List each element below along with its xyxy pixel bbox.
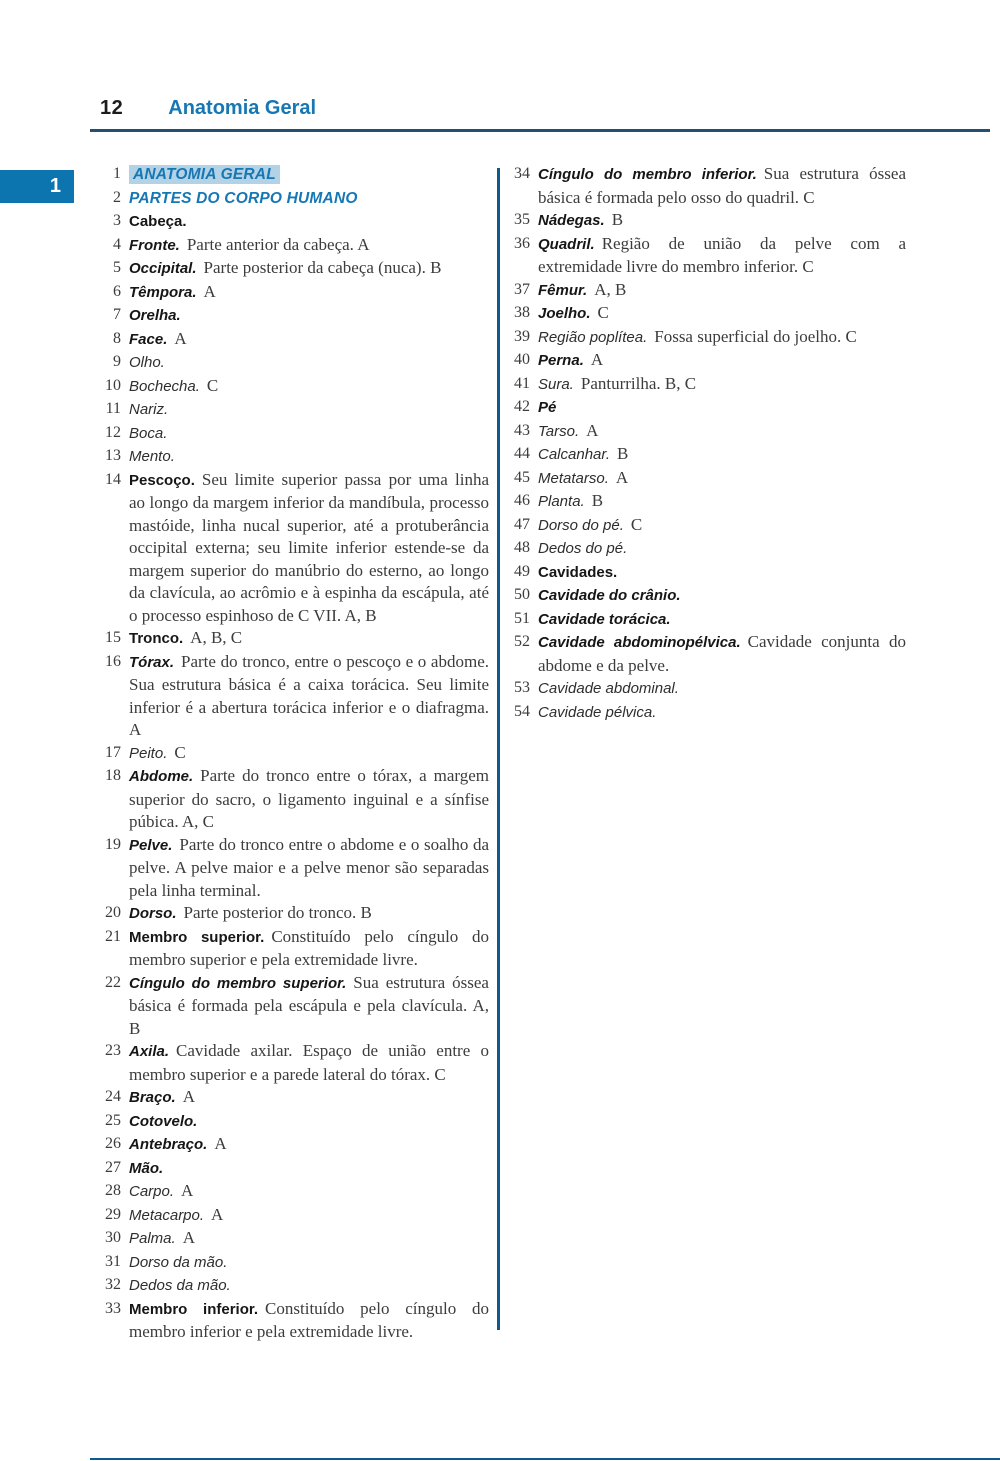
list-item [508,209,906,233]
list-item [508,373,906,397]
item-description: A [182,1228,195,1247]
item-body [129,1086,489,1110]
list-item [508,631,906,677]
item-number: 29 [105,1205,121,1223]
item-description: A [203,281,216,301]
item-body [538,608,906,632]
item-term: Dedos do pé. [538,540,628,557]
item-number: 27 [105,1158,121,1176]
item-number: 44 [514,445,530,462]
item-number: 28 [105,1182,121,1199]
item-body [538,584,906,608]
list-item [99,187,489,211]
item-body [129,351,489,375]
item-description: B [611,210,624,229]
item-description: Constituído pelo cíngulo do membro inferior e pela extremidade livre. [129,1298,489,1341]
item-term: Dorso da mão. [129,1253,228,1271]
list-item [99,627,489,651]
item-term: Cíngulo do membro inferior. [538,166,757,183]
item-term: Têmpora. [129,283,197,301]
list-item [508,279,906,303]
item-term: Antebraço. [129,1136,208,1153]
item-term: Occipital. [129,260,197,277]
item-description: Panturrilha. B, C [580,373,697,393]
entries-column-right [508,163,906,724]
item-body [538,373,906,397]
item-number: 54 [514,702,530,720]
item-number: 40 [514,351,530,368]
list-item [99,1298,489,1344]
item-term: Pescoço. [129,471,195,489]
item-body [129,375,489,399]
item-body [538,514,906,538]
item-body [538,631,906,677]
item-number: 25 [105,1111,121,1129]
item-term: ANATOMIA GERAL [129,165,280,184]
item-term: Face. [129,330,168,348]
item-body [129,742,489,766]
item-body [129,1110,489,1134]
item-body [538,677,906,701]
item-term: Cavidade abdominal. [538,680,679,697]
item-term: Cavidade do crânio. [538,587,681,604]
item-term: Sura. [538,375,574,393]
item-body [538,490,906,514]
footer-rule [90,1458,1000,1460]
item-number: 10 [105,376,121,394]
item-number: 51 [514,609,530,627]
item-body [129,765,489,834]
list-item [99,422,489,446]
item-number: 13 [105,447,121,464]
item-term: Planta. [538,493,585,510]
item-description: Sua estrutura óssea básica é formada pela escápula e pela clavícula. A, B [129,972,489,1038]
entries-column-left [99,163,489,1344]
item-term: PARTES DO CORPO HUMANO [129,189,358,207]
item-body [538,279,906,303]
list-item [99,765,489,834]
item-number: 43 [514,421,530,439]
item-body [129,1251,489,1275]
list-item [99,1180,489,1204]
item-description: A [182,1087,195,1106]
item-body [129,1298,489,1344]
item-number: 33 [105,1299,121,1317]
item-number: 46 [514,492,530,509]
item-term: Dorso. [129,905,177,922]
item-description: A [615,467,629,487]
list-item [99,445,489,469]
item-body [538,349,906,373]
list-item [508,163,906,209]
list-item [99,902,489,926]
item-body [129,1227,489,1251]
item-number: 35 [514,211,530,228]
item-description: B [591,491,604,510]
item-body [129,281,489,305]
item-description: A [174,328,187,348]
item-body [129,1040,489,1086]
item-body [129,445,489,469]
list-item [99,210,489,234]
item-number: 15 [105,629,121,646]
list-item [99,1204,489,1228]
list-item [99,304,489,328]
list-item [508,490,906,514]
item-number: 31 [105,1252,121,1270]
item-term: Calcanhar. [538,446,610,463]
list-item [99,1227,489,1251]
item-term: Boca. [129,424,168,442]
item-number: 48 [514,539,530,556]
item-description: Parte do tronco entre o abdome e o soalho da pelve. A pelve maior e a pelve menor são separadas pela linha terminal. [129,834,489,900]
item-term: Pé [538,399,557,416]
list-item [99,1251,489,1275]
chapter-tab [0,170,74,203]
list-item [508,561,906,585]
item-term: Tarso. [538,422,580,440]
item-term: Dedos da mão. [129,1277,231,1294]
item-term: Nádegas. [538,212,605,229]
item-body [538,701,906,725]
column-divider [497,168,500,1330]
item-number: 50 [514,586,530,603]
item-term: Nariz. [129,401,169,418]
list-item [99,972,489,1041]
item-term: Joelho. [538,305,591,322]
item-term: Cíngulo do membro superior. [129,974,347,992]
list-item [99,1086,489,1110]
item-number: 18 [105,767,121,784]
item-description: Região de união da pelve com a extremidade livre do membro inferior. C [538,233,906,276]
item-description: Sua estrutura óssea básica é formada pelo osso do quadril. C [538,164,906,207]
item-number: 30 [105,1229,121,1246]
item-number: 22 [105,973,121,991]
item-number: 47 [514,515,530,533]
item-body [129,257,489,281]
list-item [99,469,489,628]
list-item [508,584,906,608]
item-number: 53 [514,679,530,696]
item-body [129,627,489,651]
item-body [538,537,906,561]
item-body [129,834,489,903]
item-description: A [590,350,604,369]
item-description: Cavidade axilar. Espaço de união entre o membro superior e a parede lateral do tórax. C [129,1041,489,1084]
item-body [129,469,489,628]
item-body [538,233,906,279]
item-number: 23 [105,1042,121,1059]
list-item [99,375,489,399]
list-item [99,234,489,258]
item-body [129,210,489,234]
item-number: 21 [105,927,121,945]
item-description: C [630,514,643,534]
item-term: Carpo. [129,1183,175,1200]
item-number: 11 [105,400,121,417]
item-number: 38 [514,304,530,321]
list-item [508,608,906,632]
item-term: Palma. [129,1230,176,1247]
list-item [508,701,906,725]
item-description: C [597,303,609,322]
list-item [508,443,906,467]
item-description: A [214,1134,227,1153]
list-item [99,1110,489,1134]
item-description: C [174,742,186,762]
list-item [99,257,489,281]
item-body [538,396,906,420]
item-description: A [181,1181,194,1200]
page-header [100,97,316,120]
item-term: Metacarpo. [129,1206,205,1224]
item-term: Membro superior. [129,928,265,946]
list-item [508,349,906,373]
item-number: 41 [514,374,530,392]
item-term: Metatarso. [538,469,609,487]
item-number: 26 [105,1135,121,1152]
item-term: Olho. [129,354,165,371]
list-item [508,467,906,491]
list-item [99,163,489,187]
item-body [129,1204,489,1228]
item-description: A [586,420,599,440]
item-body [129,651,489,742]
item-body [129,163,489,187]
item-number: 12 [105,423,121,441]
list-item [99,834,489,903]
list-item [508,677,906,701]
item-term: Fêmur. [538,281,588,299]
item-term: Dorso do pé. [538,516,624,534]
item-number: 36 [514,234,530,252]
item-number: 34 [514,165,530,182]
item-body [538,163,906,209]
item-description: A, B, C [190,628,243,647]
page-title: Anatomia Geral [168,97,317,119]
item-term: Bochecha. [129,377,200,395]
item-number: 20 [105,904,121,921]
item-number: 37 [514,280,530,298]
item-description: Parte posterior da cabeça (nuca). B [203,258,442,277]
item-term: Orelha. [129,307,181,324]
item-number: 49 [514,562,530,580]
list-item [99,281,489,305]
list-item [508,537,906,561]
item-body [129,1274,489,1298]
item-body [129,187,489,211]
item-description: A [211,1204,224,1224]
list-item [508,233,906,279]
item-number: 6 [113,282,121,300]
item-number: 45 [514,468,530,486]
list-item [99,328,489,352]
item-term: Membro inferior. [129,1300,259,1318]
item-description: Parte do tronco entre o tórax, a margem superior do sacro, o ligamento inguinal e a sínfise púbica. A, C [129,766,489,831]
list-item [508,326,906,350]
item-number: 16 [105,652,121,670]
item-body [538,467,906,491]
item-body [129,902,489,926]
item-description: Parte anterior da cabeça. A [186,234,370,254]
item-body [129,398,489,422]
item-description: Fossa superficial do joelho. C [654,326,857,346]
item-number: 32 [105,1276,121,1293]
item-number: 1 [113,165,121,182]
item-body [129,972,489,1041]
item-number: 17 [105,743,121,761]
list-item [99,926,489,972]
item-description: A, B [594,279,627,299]
item-term: Perna. [538,352,584,369]
item-body [129,422,489,446]
item-number: 52 [514,633,530,650]
item-term: Cavidades. [538,563,618,581]
list-item [99,651,489,742]
item-number: 3 [113,212,121,229]
item-number: 7 [113,306,121,323]
item-number: 14 [105,470,121,488]
item-body [129,1157,489,1181]
item-body [538,420,906,444]
list-item [508,514,906,538]
item-term: Braço. [129,1089,176,1106]
item-body [538,302,906,326]
list-item [99,398,489,422]
item-body [538,326,906,350]
list-item [99,742,489,766]
list-item [508,420,906,444]
item-number: 19 [105,835,121,853]
list-item [99,1133,489,1157]
item-body [129,304,489,328]
item-description: C [206,375,219,395]
item-body [129,926,489,972]
item-number: 5 [113,259,121,276]
item-term: Pelve. [129,836,173,854]
chapter-tab-number: 1 [49,175,61,197]
item-body [538,443,906,467]
item-body [129,1133,489,1157]
item-term: Cavidade torácica. [538,610,671,628]
page-number: 12 [100,97,124,119]
item-description: B [616,444,629,463]
item-term: Fronte. [129,236,180,254]
item-term: Axila. [129,1043,170,1060]
item-number: 39 [514,327,530,345]
item-body [538,209,906,233]
item-body [538,561,906,585]
item-number: 9 [113,353,121,370]
item-number: 4 [113,235,121,253]
item-term: Cavidade pélvica. [538,703,657,721]
item-term: Cavidade abdominopélvica. [538,634,741,651]
list-item [508,396,906,420]
item-term: Peito. [129,744,168,762]
item-description: Parte do tronco, entre o pescoço e o abdome. Sua estrutura básica é a caixa torácica. Seu limite inferior é a abertura torácica inferior e o diafragma. A [129,651,489,739]
item-term: Cabeça. [129,213,187,230]
item-body [129,328,489,352]
item-description: Constituído pelo cíngulo do membro superior e pela extremidade livre. [129,926,490,969]
item-number: 2 [113,188,121,206]
item-number: 24 [105,1088,121,1105]
item-term: Mento. [129,448,175,465]
item-term: Cotovelo. [129,1112,198,1130]
item-description: Cavidade conjunta do abdome e da pelve. [538,632,906,675]
item-term: Quadril. [538,235,595,253]
header-rule [90,129,990,132]
item-body [129,1180,489,1204]
item-description: Parte posterior do tronco. B [183,903,372,922]
list-item [99,351,489,375]
item-term: Abdome. [129,768,194,785]
list-item [99,1157,489,1181]
item-term: Região poplítea. [538,328,648,346]
item-term: Tórax. [129,653,175,671]
item-body [129,234,489,258]
item-term: Tronco. [129,630,184,647]
list-item [99,1274,489,1298]
list-item [508,302,906,326]
item-number: 42 [514,398,530,415]
item-description: Seu limite superior passa por uma linha ao longo da margem inferior da mandíbula, processo mastóide, linha nucal superior, até a protuberância occipital externa; seu limite inferior estende-se da margem superior do manúbrio do esterno, ao longo da clavícula, ao acrômio e à espinha da escápula, até o processo espinhoso de C VII. A, B [129,469,489,625]
item-number: 8 [113,329,121,347]
list-item [99,1040,489,1086]
item-term: Mão. [129,1159,164,1177]
